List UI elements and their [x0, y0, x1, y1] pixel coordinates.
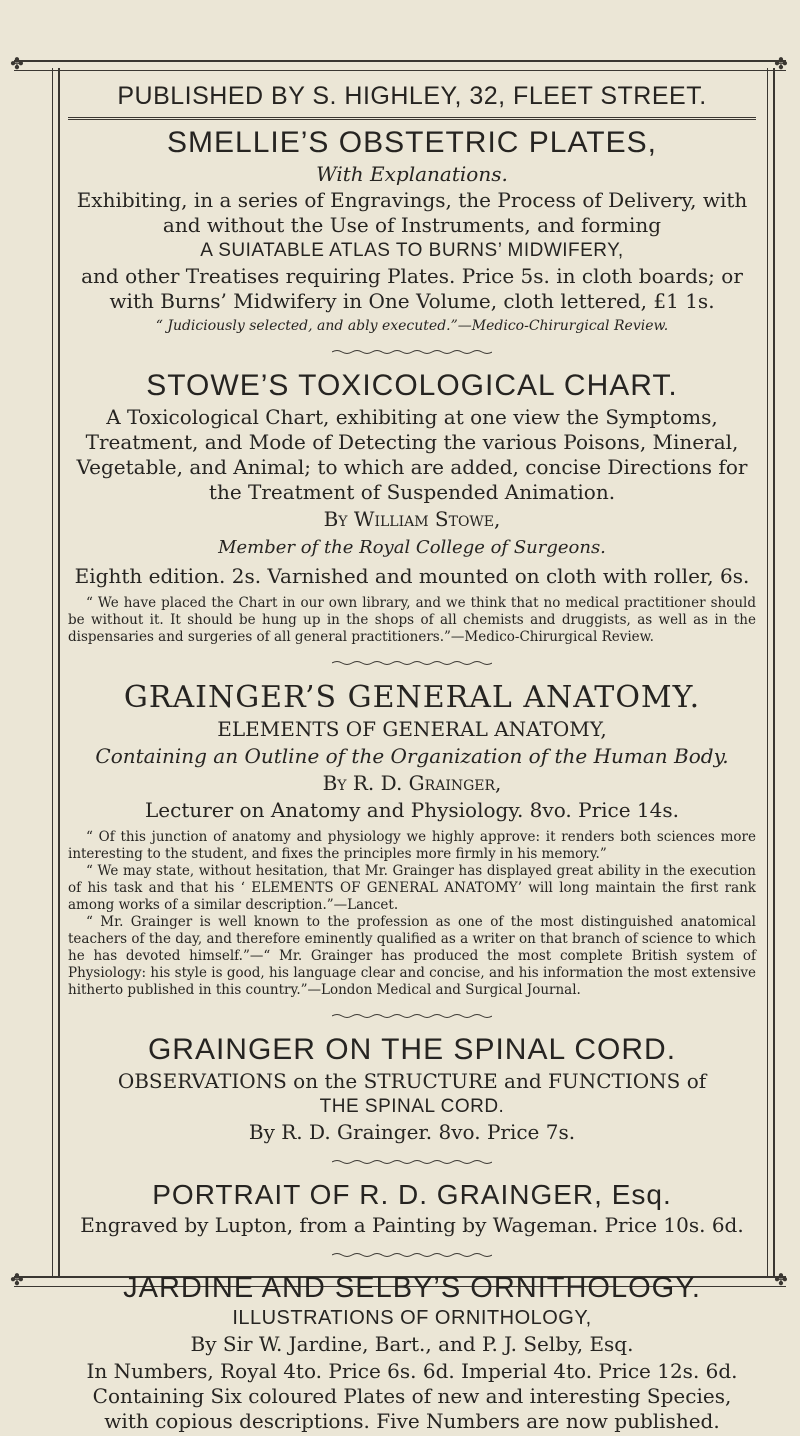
publisher-header: PUBLISHED BY S. HIGHLEY, 32, FLEET STREET. [68, 82, 756, 120]
stowe-description: A Toxicological Chart, exhibiting at one view the Symptoms, Treatment, and Mode of Detecting the various Poisons, Mineral, Vegetable, and Animal; to which are added, concise Directions for the Treatment of Suspended Animation. [76, 405, 748, 504]
portrait-title: PORTRAIT OF R. D. GRAINGER, Esq. [152, 1179, 672, 1210]
stowe-author: By William Stowe, [323, 507, 501, 531]
grainger-anatomy-subtitle: ELEMENTS OF GENERAL ANATOMY, [217, 717, 607, 741]
corner-ornament-icon: ✤ [774, 1270, 788, 1289]
wavy-divider [332, 349, 492, 355]
grainger-review-3: “ Mr. Grainger is well known to the profession as one of the most distinguished anatomical teachers of the day, and therefore eminently qualified as a writer on that branch of science to which he has devoted himself.”—“ Mr. Grainger has produced the most complete British system of Physiology: his style is good, his language clear and concise, and his information the most extensive hitherto published in this country.”—London Medical and Surgical Journal. [68, 914, 756, 998]
smellie-title: SMELLIE’S OBSTETRIC PLATES, [167, 126, 657, 159]
grainger-spinal-title: GRAINGER ON THE SPINAL CORD. [147, 1033, 677, 1066]
grainger-anatomy-author: By R. D. Grainger, [322, 771, 502, 795]
grainger-spinal-author: By R. D. Grainger. 8vo. Price 7s. [248, 1120, 576, 1144]
stowe-edition: Eighth edition. 2s. Varnished and mounted on cloth with roller, 6s. [74, 564, 750, 588]
smellie-atlas: A SUIATABLE ATLAS TO BURNS’ MIDWIFERY, [200, 240, 624, 261]
wavy-divider [332, 1013, 492, 1019]
grainger-spinal-subtitle-2: THE SPINAL CORD. [319, 1096, 505, 1117]
wavy-divider [332, 660, 492, 666]
grainger-review-2: “ We may state, without hesitation, that Mr. Grainger has displayed great ability in the execution of his task and that his ‘ ELEMENTS OF GENERAL ANATOMY’ will long maintain the first rank among works of a similar description.”—Lancet. [68, 863, 756, 913]
border-top [14, 60, 786, 71]
border-left [52, 68, 60, 1276]
smellie-price: and other Treatises requiring Plates. Price 5s. in cloth boards; or with Burns’ Midwifery in One Volume, cloth lettered, £1 1s. [81, 264, 743, 313]
smellie-description: Exhibiting, in a series of Engravings, the Process of Delivery, with and without the Use of Instruments, and forming [76, 188, 748, 237]
wavy-divider [332, 1252, 492, 1258]
grainger-anatomy-reviews [68, 829, 756, 999]
jardine-title: JARDINE AND SELBY’S ORNITHOLOGY. [123, 1272, 701, 1304]
wavy-divider [332, 1159, 492, 1165]
border-right [767, 68, 775, 1276]
corner-ornament-icon: ✤ [10, 1270, 24, 1289]
smellie-review: “ Judiciously selected, and ably executed.”—Medico-Chirurgical Review. [155, 318, 669, 334]
smellie-subtitle: With Explanations. [316, 162, 508, 186]
portrait-description: Engraved by Lupton, from a Painting by Wageman. Price 10s. 6d. [80, 1213, 744, 1237]
grainger-review-1: “ Of this junction of anatomy and physiology we highly approve: it renders both sciences more interesting to the student, and fixes the principles more firmly in his memory.” [68, 829, 756, 862]
jardine-subtitle: ILLUSTRATIONS OF ORNITHOLOGY, [232, 1307, 592, 1329]
corner-ornament-icon: ✤ [774, 54, 788, 73]
grainger-anatomy-description: Containing an Outline of the Organization of the Human Body. [95, 744, 729, 768]
advertisement-page [68, 82, 756, 1436]
stowe-review-text: “ We have placed the Chart in our own library, and we think that no medical practitioner should be without it. It should be hung up in the shops of all chemists and druggists, as well as in the dispensaries and surgeries of all general practitioners.”—Medico-Chirurgical Review. [68, 595, 756, 645]
grainger-anatomy-lecturer: Lecturer on Anatomy and Physiology. 8vo. Price 14s. [145, 798, 679, 822]
corner-ornament-icon: ✤ [10, 54, 24, 73]
jardine-description: In Numbers, Royal 4to. Price 6s. 6d. Imperial 4to. Price 12s. 6d. Containing Six coloured Plates of new and interesting Species, with copious descriptions. Five Numbers are now published. [86, 1359, 738, 1433]
stowe-member: Member of the Royal College of Surgeons. [218, 537, 606, 558]
jardine-author: By Sir W. Jardine, Bart., and P. J. Selby, Esq. [190, 1332, 634, 1356]
grainger-anatomy-title: GRAINGER’S GENERAL ANATOMY. [123, 680, 701, 715]
grainger-spinal-subtitle-1: OBSERVATIONS on the STRUCTURE and FUNCTIONS of [117, 1069, 707, 1093]
stowe-title: STOWE’S TOXICOLOGICAL CHART. [146, 369, 678, 402]
stowe-review [68, 595, 756, 646]
